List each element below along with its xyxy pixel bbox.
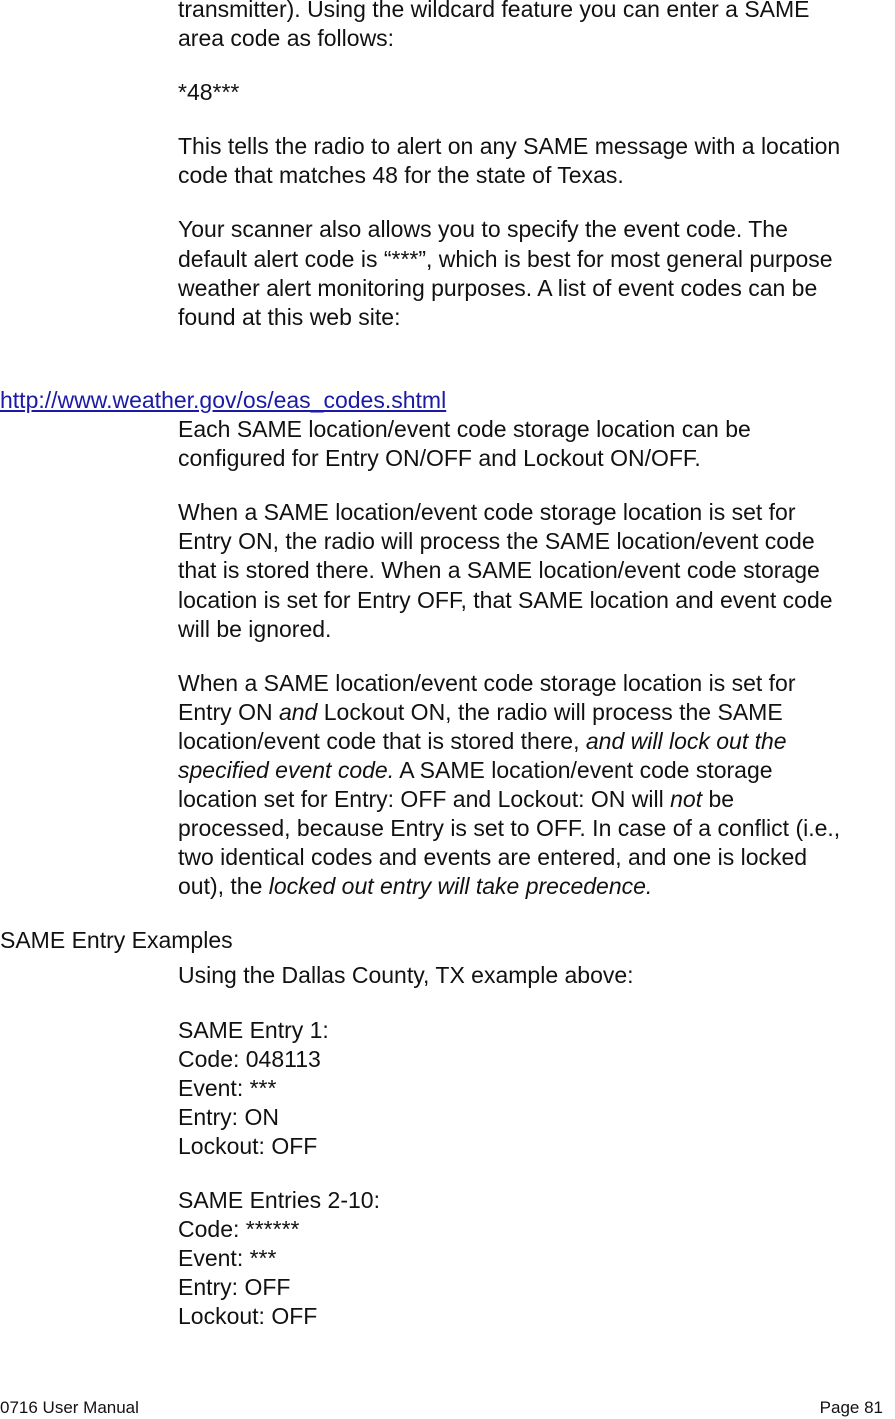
text: Entry: ON	[178, 1103, 279, 1130]
text: Lockout ON, the radio will process the SAME	[317, 698, 783, 725]
text-line	[178, 961, 895, 990]
text-line	[178, 132, 895, 161]
italic-text: and	[278, 698, 318, 725]
text: http://www.weather.gov/os/eas_codes.shtml	[0, 386, 447, 413]
footer-manual-title: 0716 User Manual	[0, 1398, 139, 1417]
text-line	[178, 24, 895, 53]
paragraph	[178, 215, 895, 331]
paragraph	[178, 1016, 895, 1161]
text: SAME Entry 1:	[178, 1016, 329, 1043]
text: A SAME location/event code storage	[394, 756, 773, 783]
text: default alert code is “***”, which is best for most general purpose	[178, 245, 833, 272]
italic-text: locked out entry will take precedence.	[268, 873, 653, 900]
text: location set for Entry: OFF and Lockout: ON will	[178, 786, 671, 813]
text-line	[178, 843, 895, 872]
text-line	[178, 1016, 895, 1045]
paragraph	[178, 132, 895, 190]
text: When a SAME location/event code storage location is set for	[178, 499, 796, 526]
text: When a SAME location/event code storage location is set for	[178, 669, 796, 696]
text-line	[178, 1132, 895, 1161]
text: location/event code that is stored there,	[178, 727, 586, 754]
text: Entry ON, the radio will process the SAME location/event code	[178, 528, 815, 555]
text-line	[178, 1103, 895, 1132]
text-line	[178, 1186, 895, 1215]
paragraph	[178, 498, 895, 643]
text-line	[178, 1074, 895, 1103]
text: Event: ***	[178, 1245, 277, 1272]
text: be	[702, 786, 735, 813]
text-line	[178, 444, 895, 473]
text-line	[0, 386, 895, 415]
text-line	[178, 303, 895, 332]
text: that is stored there. When a SAME location/event code storage	[178, 557, 820, 584]
text: Code: 048113	[178, 1045, 321, 1072]
text-line	[178, 215, 895, 244]
text-line	[178, 586, 895, 615]
text: Each SAME location/event code storage location can be	[178, 416, 751, 443]
text-line	[178, 1215, 895, 1244]
text-line	[178, 1045, 895, 1074]
footer-page-number: Page 81	[819, 1398, 883, 1417]
paragraph	[178, 961, 895, 990]
text: weather alert monitoring purposes. A list of event codes can be	[178, 274, 818, 301]
text-line	[178, 498, 895, 527]
text-line	[178, 1244, 895, 1273]
event-codes-link[interactable]	[0, 386, 895, 415]
text: Lockout: OFF	[178, 1132, 318, 1159]
text: out), the	[178, 873, 269, 900]
text: Event: ***	[178, 1074, 277, 1101]
text: location is set for Entry OFF, that SAME location and event code	[178, 586, 833, 613]
text: Lockout: OFF	[178, 1303, 318, 1330]
text: Using the Dallas County, TX example above:	[178, 962, 634, 989]
examples-paragraphs	[0, 961, 895, 1331]
italic-text: specified event code.	[178, 756, 395, 783]
text: two identical codes and events are entered, and one is locked	[178, 844, 808, 871]
text-line	[178, 785, 895, 814]
text-line	[178, 1302, 895, 1331]
text-line	[178, 698, 895, 727]
italic-text: and will lock out the	[585, 727, 787, 754]
paragraph	[178, 415, 895, 473]
text: SAME Entries 2-10:	[178, 1187, 380, 1213]
text-line	[178, 415, 895, 444]
paragraph	[178, 1186, 895, 1331]
text: area code as follows:	[178, 25, 395, 52]
text: This tells the radio to alert on any SAME message with a location	[178, 133, 841, 160]
section-heading: SAME Entry Examples	[0, 927, 233, 954]
text-line	[178, 527, 895, 556]
paragraph	[178, 669, 895, 902]
text: Code: ******	[178, 1216, 300, 1243]
text-line	[178, 1273, 895, 1302]
text-line	[178, 245, 895, 274]
text-line	[178, 161, 895, 190]
text-line	[178, 615, 895, 644]
text: code that matches 48 for the state of Texas.	[178, 162, 624, 189]
text-line	[178, 78, 895, 107]
text-line	[178, 756, 895, 785]
text: will be ignored.	[178, 615, 332, 642]
text: configured for Entry ON/OFF and Lockout ON/OFF.	[178, 445, 701, 472]
text: Your scanner also allows you to specify the event code. The	[178, 216, 788, 243]
text-line	[178, 814, 895, 843]
text: *48***	[178, 79, 240, 106]
text-line	[178, 274, 895, 303]
italic-text: not	[670, 786, 703, 813]
text-line	[178, 669, 895, 698]
text: Entry: OFF	[178, 1274, 291, 1301]
text: Entry ON	[178, 698, 279, 725]
paragraph	[178, 0, 895, 53]
text: found at this web site:	[178, 303, 401, 330]
text: processed, because Entry is set to OFF. In case of a conflict (i.e.,	[178, 815, 841, 842]
text-line	[178, 872, 895, 901]
text-line	[178, 556, 895, 585]
text-line	[178, 727, 895, 756]
text-line	[178, 0, 895, 24]
text: transmitter). Using the wildcard feature you can enter a SAME	[178, 0, 810, 22]
paragraph	[178, 78, 895, 107]
